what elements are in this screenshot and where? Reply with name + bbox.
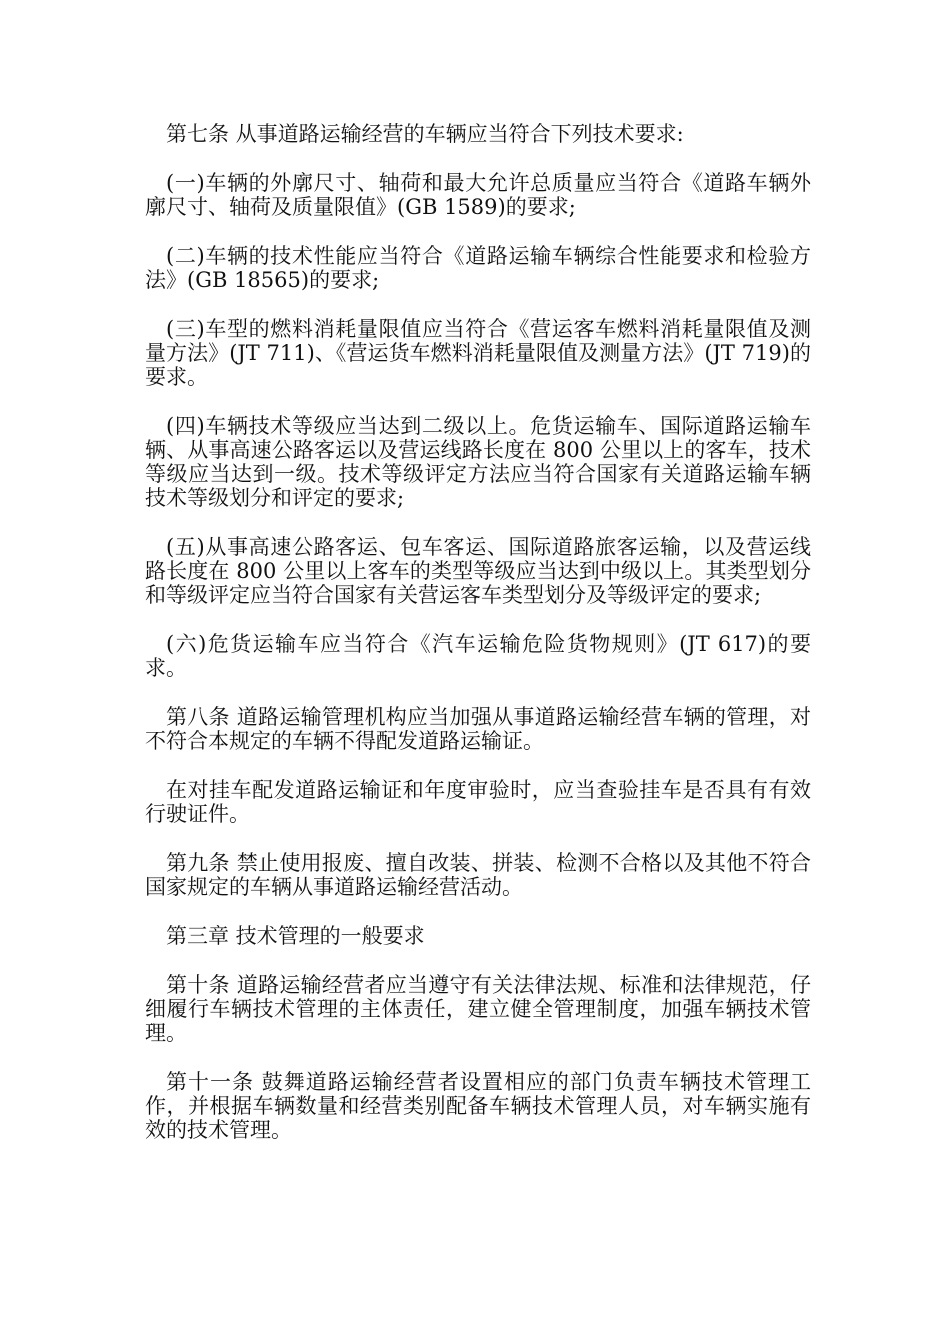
article-7-item-3: (三)车型的燃料消耗量限值应当符合《营运客车燃料消耗量限值及测量方法》(JT 711)、《营运货车燃料消耗量限值及测量方法》(JT 719)的要求。 bbox=[145, 317, 811, 389]
article-7-item-1: (一)车辆的外廓尺寸、轴荷和最大允许总质量应当符合《道路车辆外廓尺寸、轴荷及质量限值》(GB 1589)的要求; bbox=[145, 171, 811, 219]
document-body bbox=[145, 122, 811, 1167]
article-9: 第九条 禁止使用报废、擅自改装、拼装、检测不合格以及其他不符合国家规定的车辆从事道路运输经营活动。 bbox=[145, 851, 811, 899]
article-8: 第八条 道路运输管理机构应当加强从事道路运输经营车辆的管理，对不符合本规定的车辆不得配发道路运输证。 bbox=[145, 705, 811, 753]
chapter-3-heading: 第三章 技术管理的一般要求 bbox=[166, 924, 425, 948]
article-7-item-2: (二)车辆的技术性能应当符合《道路运输车辆综合性能要求和检验方法》(GB 18565)的要求; bbox=[145, 244, 811, 292]
article-7-heading: 第七条 从事道路运输经营的车辆应当符合下列技术要求: bbox=[166, 122, 684, 146]
article-10: 第十条 道路运输经营者应当遵守有关法律法规、标准和法律规范，仔细履行车辆技术管理的主体责任，建立健全管理制度，加强车辆技术管理。 bbox=[145, 973, 811, 1045]
article-7-item-4: (四)车辆技术等级应当达到二级以上。危货运输车、国际道路运输车辆、从事高速公路客运以及营运线路长度在 800 公里以上的客车，技术等级应当达到一级。技术等级评定方法应当符合国家有关道路运输车辆技术等级划分和评定的要求; bbox=[145, 414, 811, 510]
article-8-paragraph-2: 在对挂车配发道路运输证和年度审验时，应当查验挂车是否具有有效行驶证件。 bbox=[145, 778, 811, 826]
article-11: 第十一条 鼓舞道路运输经营者设置相应的部门负责车辆技术管理工作，并根据车辆数量和经营类别配备车辆技术管理人员，对车辆实施有效的技术管理。 bbox=[145, 1070, 811, 1142]
article-7-item-5: (五)从事高速公路客运、包车客运、国际道路旅客运输，以及营运线路长度在 800 公里以上客车的类型等级应当达到中级以上。其类型划分和等级评定应当符合国家有关营运客车类型划分及等级评定的要求; bbox=[145, 535, 811, 607]
article-7-item-6: (六)危货运输车应当符合《汽车运输危险货物规则》(JT 617)的要求。 bbox=[145, 632, 811, 680]
